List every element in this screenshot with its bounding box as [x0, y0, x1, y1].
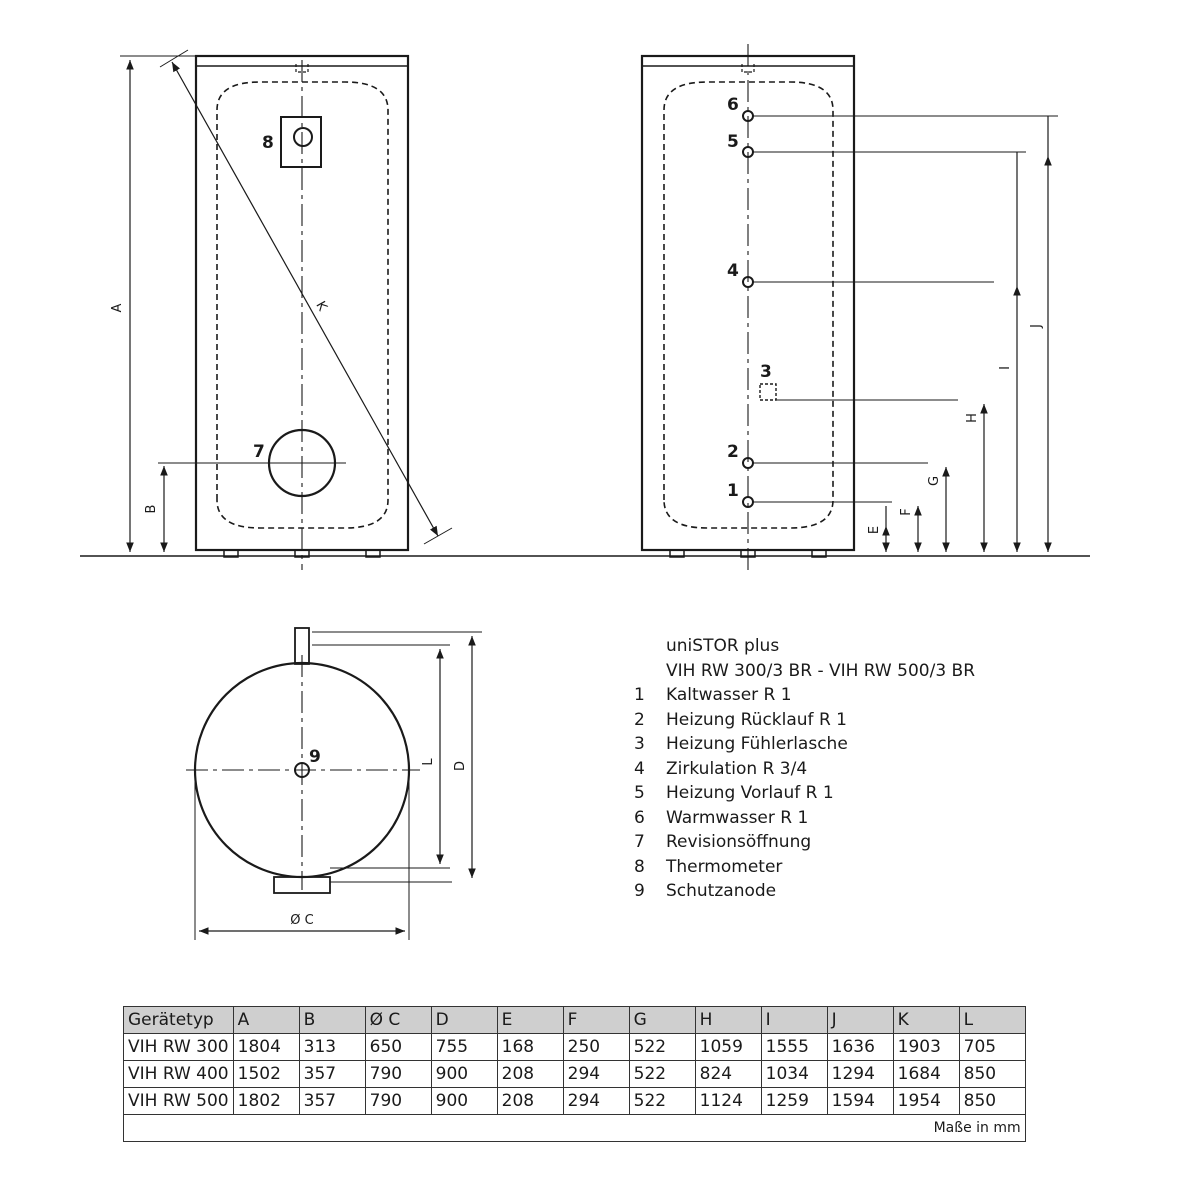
legend-item-label: Thermometer: [666, 856, 783, 877]
table-cell: 357: [299, 1061, 365, 1088]
table-cell: 790: [365, 1088, 431, 1115]
table-cell: 1034: [761, 1061, 827, 1088]
table-cell: 208: [497, 1061, 563, 1088]
table-cell: 790: [365, 1061, 431, 1088]
table-cell: 294: [563, 1061, 629, 1088]
dim-label-h: H: [965, 413, 980, 423]
dim-label-d: D: [453, 760, 468, 772]
dim-label-b: B: [144, 504, 159, 514]
legend-item-num: 7: [634, 832, 645, 852]
legend-item-num: 4: [634, 758, 645, 779]
table-cell: 705: [959, 1034, 1025, 1061]
table-row: [124, 1088, 1026, 1115]
table-note-row: [124, 1115, 1026, 1142]
table-cell: 250: [563, 1034, 629, 1061]
callout-7: 7: [253, 442, 265, 462]
legend-item-num: 5: [634, 783, 645, 803]
table-header-cell: F: [563, 1007, 629, 1034]
legend-item-num: 1: [634, 685, 645, 705]
sensor-sleeve-3: [760, 384, 776, 400]
table-cell: 755: [431, 1034, 497, 1061]
legend-item: [634, 855, 975, 880]
table-cell: 357: [299, 1088, 365, 1115]
legend: [634, 634, 975, 904]
table-cell: 1555: [761, 1034, 827, 1061]
legend-item-label: Warmwasser R 1: [666, 807, 809, 828]
table-header-cell: Ø C: [365, 1007, 431, 1034]
legend-item-num: 2: [634, 709, 645, 730]
table-cell: 208: [497, 1088, 563, 1115]
table-cell: 522: [629, 1088, 695, 1115]
legend-item-label: Kaltwasser R 1: [666, 685, 792, 705]
legend-item-label: Schutzanode: [666, 881, 777, 901]
legend-item-label: Heizung Fühlerlasche: [666, 734, 848, 754]
callout-4: 4: [727, 261, 739, 281]
legend-item-label: Zirkulation R 3/4: [666, 758, 808, 779]
table-cell: 1903: [893, 1034, 959, 1061]
table-header-cell: G: [629, 1007, 695, 1034]
thermometer-plate: [281, 117, 321, 167]
table-cell: 1259: [761, 1088, 827, 1115]
table-header-cell: E: [497, 1007, 563, 1034]
table-row: [124, 1034, 1026, 1061]
dim-label-a: A: [110, 303, 125, 313]
table-cell: 900: [431, 1061, 497, 1088]
table-cell: VIH RW 400: [124, 1061, 234, 1088]
callout-3: 3: [760, 362, 772, 382]
table-header-cell: K: [893, 1007, 959, 1034]
legend-item-label: Heizung Vorlauf R 1: [666, 783, 834, 803]
legend-item: [634, 781, 975, 806]
dim-label-j: J: [1029, 324, 1044, 328]
legend-item-num: 3: [634, 734, 645, 754]
table-cell: 900: [431, 1088, 497, 1115]
front-view: [120, 50, 452, 570]
units-note: Maße in mm: [124, 1115, 1026, 1142]
table-cell: 313: [299, 1034, 365, 1061]
legend-title: uniSTOR plus: [666, 636, 780, 656]
dim-label-l: L: [421, 758, 436, 766]
table-cell: 1124: [695, 1088, 761, 1115]
table-cell: 522: [629, 1034, 695, 1061]
legend-item: [634, 757, 975, 782]
table-row: [124, 1061, 1026, 1088]
table-cell: 650: [365, 1034, 431, 1061]
table-header-cell: L: [959, 1007, 1025, 1034]
legend-item-num: 6: [634, 807, 645, 828]
table-cell: 1954: [893, 1088, 959, 1115]
table-cell: 850: [959, 1088, 1025, 1115]
dim-label-c: Ø C: [290, 913, 314, 928]
table-header-cell: H: [695, 1007, 761, 1034]
legend-item-label: Heizung Rücklauf R 1: [666, 709, 847, 730]
callout-8: 8: [262, 133, 274, 153]
legend-item: [634, 732, 975, 757]
dim-label-k: K: [312, 298, 330, 314]
legend-item-num: 9: [634, 881, 645, 901]
table-cell: VIH RW 300: [124, 1034, 234, 1061]
table-cell: 850: [959, 1061, 1025, 1088]
callout-6: 6: [727, 95, 739, 115]
callout-2: 2: [727, 442, 739, 462]
side-view: [80, 44, 1090, 572]
table-cell: 294: [563, 1088, 629, 1115]
table-cell: 1059: [695, 1034, 761, 1061]
table-cell: 1636: [827, 1034, 893, 1061]
callout-9: 9: [309, 747, 321, 767]
legend-item: [634, 879, 975, 904]
top-view: [186, 628, 482, 940]
legend-item: [634, 683, 975, 708]
dim-label-f: F: [899, 508, 914, 516]
table-cell: 1294: [827, 1061, 893, 1088]
table-cell: VIH RW 500: [124, 1088, 234, 1115]
table-cell: 1804: [233, 1034, 299, 1061]
legend-subtitle: VIH RW 300/3 BR - VIH RW 500/3 BR: [666, 660, 976, 681]
table-cell: 168: [497, 1034, 563, 1061]
table-header-cell: I: [761, 1007, 827, 1034]
table-cell: 1502: [233, 1061, 299, 1088]
callout-5: 5: [727, 132, 739, 152]
table-header-cell: D: [431, 1007, 497, 1034]
legend-item: [634, 806, 975, 831]
legend-item: [634, 708, 975, 733]
legend-item-label: Revisionsöffnung: [666, 832, 812, 852]
table-header-cell: B: [299, 1007, 365, 1034]
dimension-k-line: [172, 62, 438, 536]
table-cell: 1594: [827, 1088, 893, 1115]
legend-item-num: 8: [634, 856, 645, 877]
table-header-cell: Gerätetyp: [124, 1007, 234, 1034]
table-header-row: [124, 1007, 1026, 1034]
dimension-table: [123, 1006, 1026, 1142]
callout-1: 1: [727, 481, 739, 501]
dim-label-i: I: [998, 366, 1013, 370]
table-cell: 824: [695, 1061, 761, 1088]
table-cell: 1684: [893, 1061, 959, 1088]
thermometer-dial: [294, 128, 312, 146]
table-cell: 1802: [233, 1088, 299, 1115]
legend-item: [634, 830, 975, 855]
dim-label-g: G: [927, 475, 942, 487]
table-cell: 522: [629, 1061, 695, 1088]
dim-label-e: E: [867, 525, 882, 535]
table-header-cell: A: [233, 1007, 299, 1034]
table-header-cell: J: [827, 1007, 893, 1034]
